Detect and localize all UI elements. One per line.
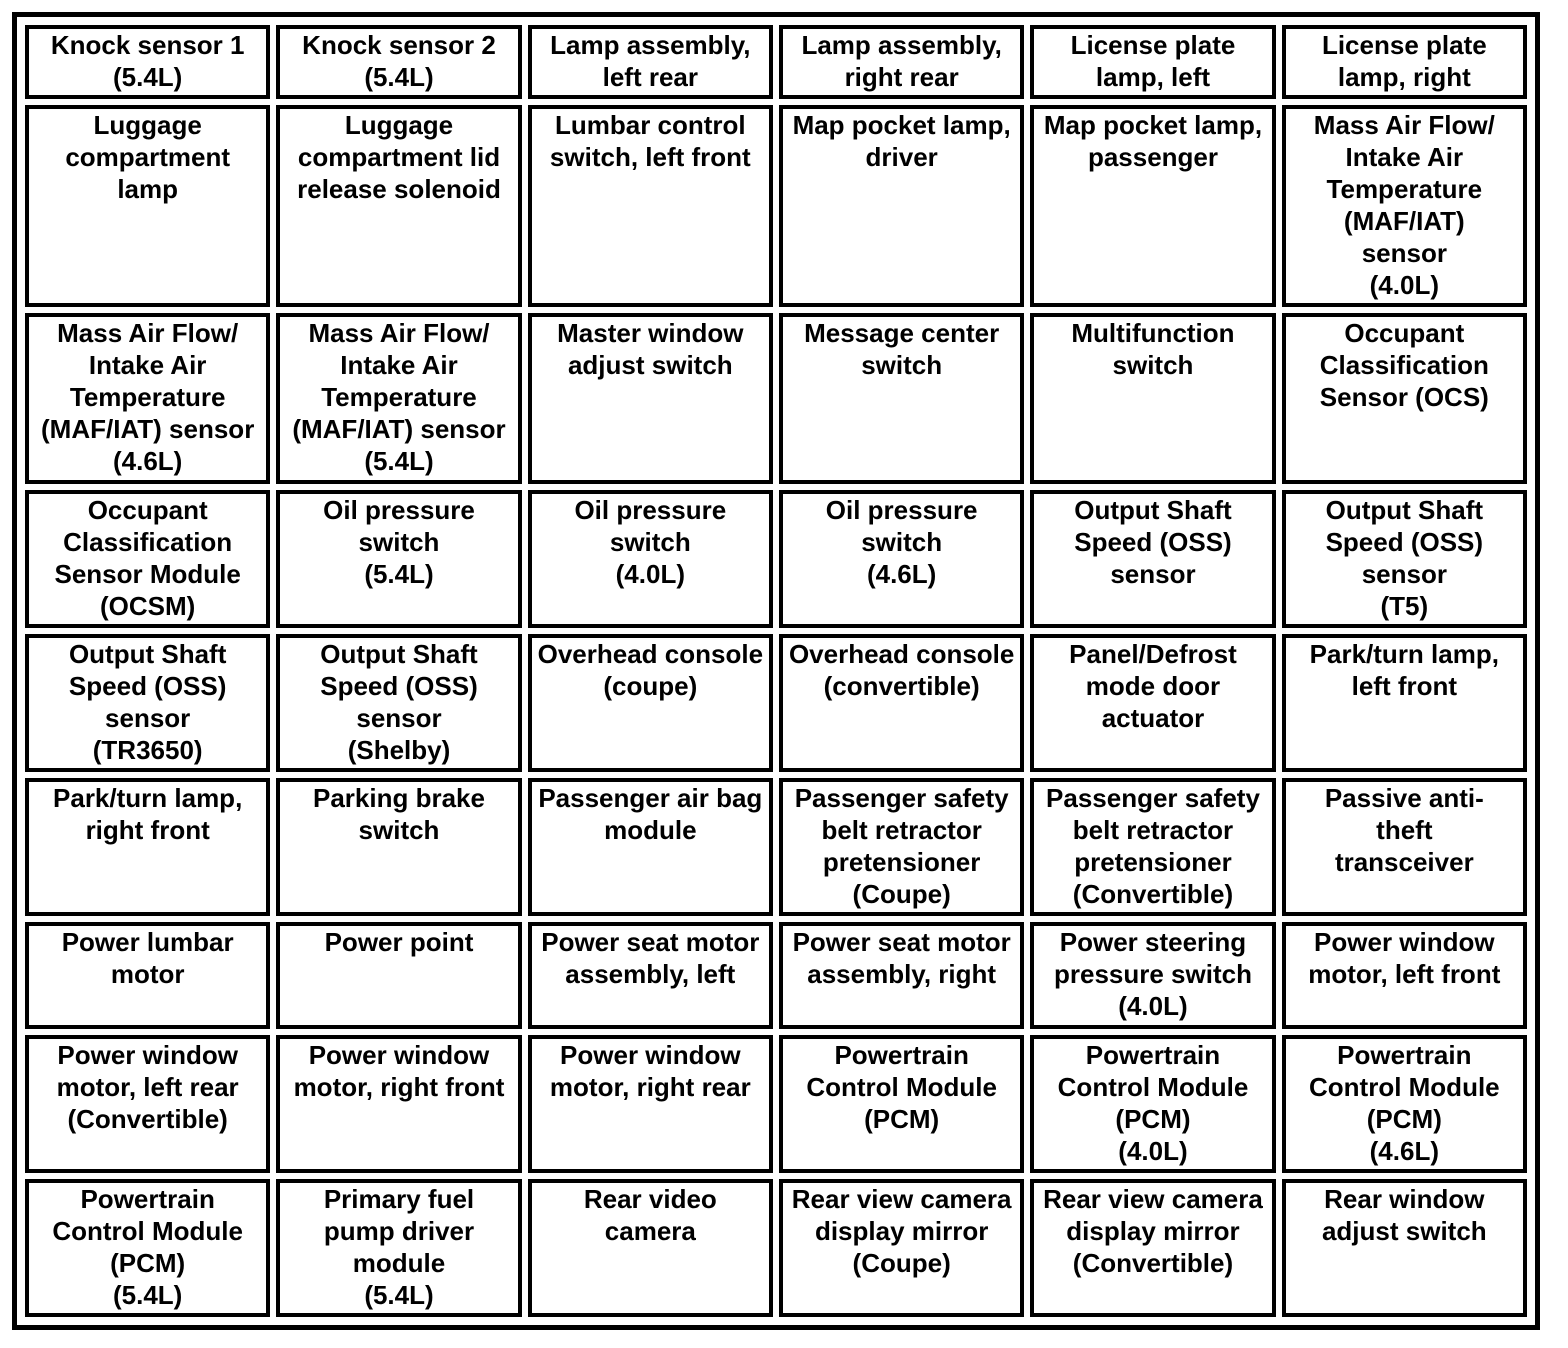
- component-cell: Rear view camera display mirror (Coupe): [779, 1179, 1024, 1317]
- component-index-table: [19, 19, 1533, 1323]
- component-cell: Primary fuel pump driver module (5.4L): [276, 1179, 521, 1317]
- component-cell: Mass Air Flow/ Intake Air Temperature (MAF/IAT) sensor (5.4L): [276, 313, 521, 483]
- component-cell: Powertrain Control Module (PCM) (5.4L): [25, 1179, 270, 1317]
- component-cell: Power window motor, left rear (Convertible): [25, 1035, 270, 1173]
- component-cell: Luggage compartment lamp: [25, 105, 270, 307]
- table-row: [25, 922, 1527, 1028]
- component-cell: Lumbar control switch, left front: [528, 105, 773, 307]
- component-cell: Power seat motor assembly, right: [779, 922, 1024, 1028]
- component-cell: Powertrain Control Module (PCM): [779, 1035, 1024, 1173]
- component-cell: Overhead console (coupe): [528, 634, 773, 772]
- component-cell: Power point: [276, 922, 521, 1028]
- component-cell: Rear view camera display mirror (Convertible): [1030, 1179, 1275, 1317]
- table-row: [25, 313, 1527, 483]
- component-cell: Knock sensor 1 (5.4L): [25, 25, 270, 99]
- component-cell: Power seat motor assembly, left: [528, 922, 773, 1028]
- component-cell: Powertrain Control Module (PCM) (4.6L): [1282, 1035, 1527, 1173]
- table-body: [25, 25, 1527, 1317]
- component-cell: Power steering pressure switch (4.0L): [1030, 922, 1275, 1028]
- component-index-table-frame: [12, 12, 1540, 1330]
- component-cell: License plate lamp, left: [1030, 25, 1275, 99]
- component-cell: Parking brake switch: [276, 778, 521, 916]
- component-cell: Output Shaft Speed (OSS) sensor (Shelby): [276, 634, 521, 772]
- table-row: [25, 25, 1527, 99]
- component-cell: Lamp assembly, left rear: [528, 25, 773, 99]
- component-cell: Panel/Defrost mode door actuator: [1030, 634, 1275, 772]
- component-cell: Mass Air Flow/ Intake Air Temperature (MAF/IAT) sensor (4.6L): [25, 313, 270, 483]
- component-cell: Park/turn lamp, left front: [1282, 634, 1527, 772]
- component-cell: Occupant Classification Sensor (OCS): [1282, 313, 1527, 483]
- component-cell: Luggage compartment lid release solenoid: [276, 105, 521, 307]
- component-cell: Overhead console (convertible): [779, 634, 1024, 772]
- component-cell: Output Shaft Speed (OSS) sensor (T5): [1282, 490, 1527, 628]
- component-cell: Park/turn lamp, right front: [25, 778, 270, 916]
- component-cell: Mass Air Flow/ Intake Air Temperature (MAF/IAT) sensor (4.0L): [1282, 105, 1527, 307]
- component-cell: Power window motor, right rear: [528, 1035, 773, 1173]
- component-cell: Rear video camera: [528, 1179, 773, 1317]
- component-cell: Power lumbar motor: [25, 922, 270, 1028]
- component-cell: Master window adjust switch: [528, 313, 773, 483]
- component-cell: Message center switch: [779, 313, 1024, 483]
- table-row: [25, 778, 1527, 916]
- table-row: [25, 634, 1527, 772]
- component-cell: Lamp assembly, right rear: [779, 25, 1024, 99]
- component-cell: Knock sensor 2 (5.4L): [276, 25, 521, 99]
- table-row: [25, 490, 1527, 628]
- component-cell: Output Shaft Speed (OSS) sensor (TR3650): [25, 634, 270, 772]
- component-cell: Passenger air bag module: [528, 778, 773, 916]
- table-row: [25, 105, 1527, 307]
- component-cell: Passive anti- theft transceiver: [1282, 778, 1527, 916]
- table-row: [25, 1179, 1527, 1317]
- component-cell: Power window motor, right front: [276, 1035, 521, 1173]
- component-cell: Output Shaft Speed (OSS) sensor: [1030, 490, 1275, 628]
- component-cell: License plate lamp, right: [1282, 25, 1527, 99]
- component-cell: Oil pressure switch (4.0L): [528, 490, 773, 628]
- component-cell: Powertrain Control Module (PCM) (4.0L): [1030, 1035, 1275, 1173]
- component-cell: Oil pressure switch (4.6L): [779, 490, 1024, 628]
- component-cell: Oil pressure switch (5.4L): [276, 490, 521, 628]
- component-cell: Occupant Classification Sensor Module (OCSM): [25, 490, 270, 628]
- table-row: [25, 1035, 1527, 1173]
- component-cell: Rear window adjust switch: [1282, 1179, 1527, 1317]
- component-cell: Map pocket lamp, driver: [779, 105, 1024, 307]
- component-cell: Power window motor, left front: [1282, 922, 1527, 1028]
- component-cell: Map pocket lamp, passenger: [1030, 105, 1275, 307]
- component-cell: Multifunction switch: [1030, 313, 1275, 483]
- component-cell: Passenger safety belt retractor pretensioner (Coupe): [779, 778, 1024, 916]
- component-cell: Passenger safety belt retractor pretensioner (Convertible): [1030, 778, 1275, 916]
